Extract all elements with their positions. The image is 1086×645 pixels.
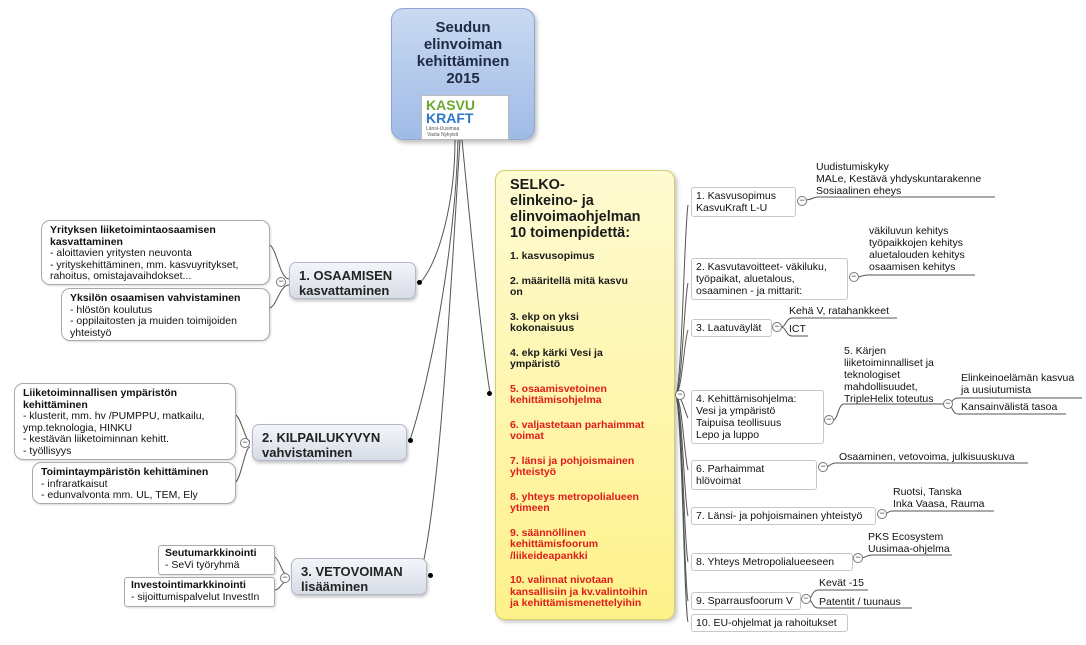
program-item: 3. ekp on yksi kokonaisuus (510, 310, 579, 334)
program-box[interactable] (495, 170, 675, 620)
note-line: - työllisyys (23, 444, 72, 457)
leaf-karjen-mahdollisuudet: 5. Kärjen liiketoiminnalliset ja teknologiset mahdollisuudet, TripleHelix toteutus (844, 345, 934, 405)
note-line: - hlöstön koulutus (70, 303, 153, 316)
collapse-toggle-icon[interactable]: − (675, 390, 685, 400)
collapse-toggle-icon[interactable]: − (849, 272, 859, 282)
leaf-kansainvalista-tasoa: Kansainvälistä tasoa (961, 401, 1058, 413)
leaf-kehä-v: Kehä V, ratahankkeet (789, 305, 890, 317)
item-parhaimmat-hlovoimat[interactable]: 6. Parhaimmat hlövoimat (691, 460, 817, 490)
program-item: 8. yhteys metropolialueen ytimeen (510, 490, 639, 514)
note-line: ymp.teknologia, HINKU (23, 421, 133, 434)
collapse-toggle-icon[interactable]: − (877, 509, 887, 519)
collapse-toggle-icon[interactable]: − (943, 399, 953, 409)
note-line: yhteistyö (70, 326, 112, 339)
leaf-pks-ecosystem: PKS Ecosystem Uusimaa-ohjelma (868, 531, 950, 555)
connector-dot (487, 391, 492, 396)
note-seutumarkkinointi[interactable] (158, 545, 275, 575)
collapse-toggle-icon[interactable]: − (276, 277, 286, 287)
item-eu-ohjelmat[interactable]: 10. EU-ohjelmat ja rahoitukset (691, 614, 848, 632)
note-line: - infraratkaisut (41, 477, 108, 490)
note-line: rahoitus, omistajavaihdokset... (50, 270, 192, 282)
collapse-toggle-icon[interactable]: − (853, 553, 863, 563)
note-line: - SeVi työryhmä (165, 558, 240, 571)
program-item: 2. määritellä mitä kasvu on (510, 274, 628, 298)
note-line: - kestävän liiketoiminnan kehitt. (23, 433, 169, 445)
item-lansi-yhteistyo[interactable]: 7. Länsi- ja pohjoismainen yhteistyö (691, 507, 876, 525)
note-line: - sijoittumispalvelut InvestIn (131, 590, 260, 603)
leaf-ruotsi-tanska: Ruotsi, Tanska Inka Vaasa, Rauma (893, 486, 985, 510)
note-line: - yrityskehittäminen, mm. kasvuyritykset, (50, 258, 239, 271)
note-line: - aloittavien yritysten neuvonta (50, 247, 192, 259)
logo-line-1: KASVU (426, 97, 476, 113)
item-kasvusopimus[interactable]: 1. Kasvusopimus KasvuKraft L-U (691, 187, 796, 217)
logo-line-2: KRAFT (426, 110, 474, 126)
program-item: 4. ekp kärki Vesi ja ympäristö (510, 346, 603, 370)
item-laatuvaylat[interactable]: 3. Laatuväylät (691, 319, 772, 337)
note-liiketoimintaosaaminen[interactable] (41, 220, 270, 285)
branch-kilpailukyky[interactable]: 2. KILPAILUKYVYN vahvistaminen (252, 424, 407, 461)
program-title: SELKO- elinkeino- ja elinvoimaohjelman 10 toimenpidettä: (510, 177, 641, 241)
item-sparrausfoorum[interactable]: 9. Sparrausfoorum V (691, 592, 801, 610)
leaf-kasvutavoitteet: väkiluvun kehitys työpaikkojen kehitys aluetalouden kehitys osaamisen kehitys (869, 225, 965, 273)
logo-subtitle: Länsi-Uusimaa Vasta Nykyisit (426, 126, 460, 138)
central-title: Seudun elinvoiman kehittäminen 2015 (416, 19, 510, 87)
note-liiketoimintaymparisto[interactable] (14, 383, 236, 460)
collapse-toggle-icon[interactable]: − (280, 573, 290, 583)
leaf-elinkeinoelaman-kasvu: Elinkeinoelämän kasvua ja uusiutumista (961, 372, 1075, 396)
central-topic[interactable] (391, 8, 535, 140)
leaf-ict: ICT (789, 323, 806, 335)
note-title: Yksilön osaamisen vahvistaminen (70, 292, 241, 304)
program-item: 7. länsi ja pohjoismainen yhteistyö (510, 454, 635, 478)
program-item: 10. valinnat nivotaan kansallisiin ja kv.valintoihin ja kehittämismenettelyihin (510, 574, 648, 609)
connector-dot (428, 573, 433, 578)
program-item: 6. valjastetaan parhaimmat voimat (510, 418, 645, 442)
branch-osaaminen[interactable]: 1. OSAAMISEN kasvattaminen (289, 262, 416, 299)
item-kehittamisohjelma[interactable]: 4. Kehittämisohjelma: Vesi ja ympäristö Taipuisa teollisuus Lepo ja luppo (691, 390, 824, 444)
collapse-toggle-icon[interactable]: − (797, 196, 807, 206)
leaf-patentit: Patentit / tuunaus (819, 596, 901, 608)
collapse-toggle-icon[interactable]: − (824, 415, 834, 425)
kasvukraft-logo (421, 95, 509, 140)
note-title: Investointimarkkinointi (131, 579, 246, 591)
collapse-toggle-icon[interactable]: − (240, 438, 250, 448)
program-item: 1. kasvusopimus (510, 250, 595, 262)
branch-vetovoima[interactable]: 3. VETOVOIMAN lisääminen (291, 558, 427, 595)
collapse-toggle-icon[interactable]: − (772, 322, 782, 332)
note-title: Toimintaympäristön kehittäminen (41, 466, 209, 478)
note-line: - edunvalvonta mm. UL, TEM, Ely (41, 489, 198, 501)
note-title: Liiketoiminnallisen ympäristön kehittäminen (23, 387, 178, 411)
collapse-toggle-icon[interactable]: − (818, 462, 828, 472)
leaf-kasvusopimus: Uudistumiskyky MALe, Kestävä yhdyskuntarakenne Sosiaalinen eheys (816, 161, 982, 197)
item-kasvutavoitteet[interactable]: 2. Kasvutavoitteet- väkiluku, työpaikat, aluetalous, osaaminen - ja mittarit: (691, 258, 848, 300)
collapse-toggle-icon[interactable]: − (801, 594, 811, 604)
note-line: - klusterit, mm. hv /PUMPPU, matkailu, (23, 410, 205, 422)
connector-dot (408, 438, 413, 443)
note-title: Seutumarkkinointi (165, 547, 257, 559)
note-title: Yrityksen liiketoimintaosaamisen kasvattaminen (50, 224, 216, 248)
connector-dot (417, 280, 422, 285)
note-investointimarkkinointi[interactable] (124, 577, 275, 607)
leaf-kevat: Kevät -15 (819, 577, 864, 589)
item-metropolialue[interactable]: 8. Yhteys Metropolialueeseen (691, 553, 853, 571)
note-yksilon-osaaminen[interactable] (61, 288, 270, 341)
program-item: 5. osaamisvetoinen kehittämisohjelma (510, 382, 607, 406)
program-item: 9. säännöllinen kehittämisfoorum /liikeideapankki (510, 526, 599, 562)
leaf-osaaminen-vetovoima: Osaaminen, vetovoima, julkisuuskuva (839, 451, 1015, 463)
note-line: - oppilaitosten ja muiden toimijoiden (70, 315, 237, 327)
note-toimintaymparisto[interactable] (32, 462, 236, 504)
